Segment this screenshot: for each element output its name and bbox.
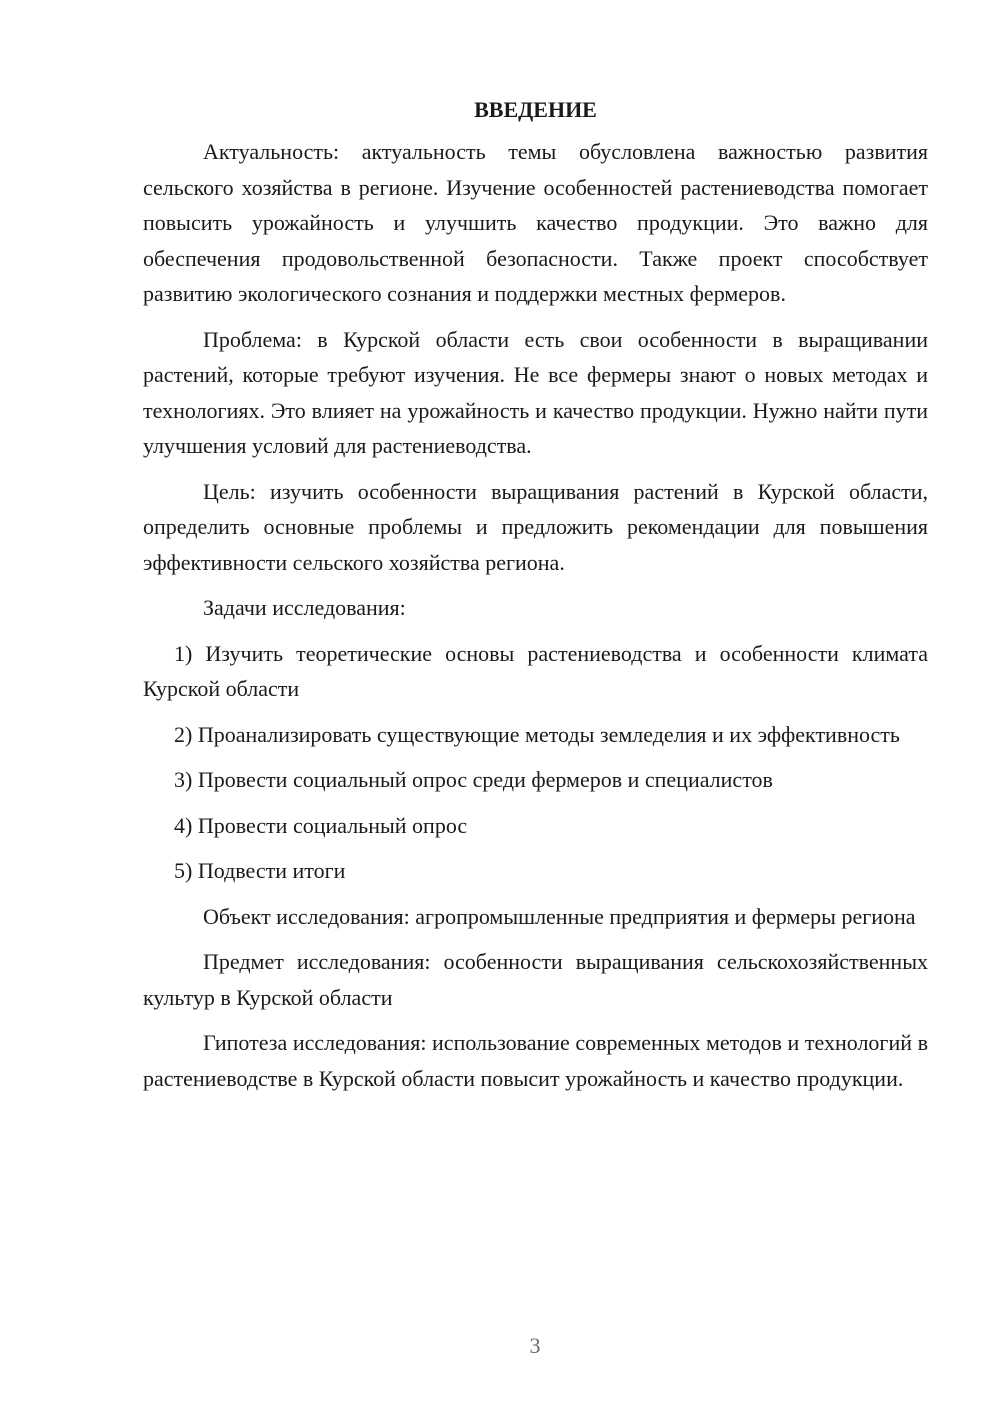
task-item-4: 4) Провести социальный опрос xyxy=(174,812,468,838)
object-paragraph: Объект исследования: агропромышленные предприятия и фермеры региона xyxy=(203,903,916,929)
hypothesis-paragraph: Гипотеза исследования: использование современных методов и технологий в растениеводстве в Курской области повысит урожайность и качество продукции. xyxy=(143,1030,928,1091)
task-item-5: 5) Подвести итоги xyxy=(174,858,346,883)
page-number: 3 xyxy=(529,1333,541,1358)
goal-paragraph: Цель: изучить особенности выращивания растений в Курской области, определить основные проблемы и предложить рекомендации для повышения эффективности сельского хозяйства региона. xyxy=(143,478,928,575)
document-title: ВВЕДЕНИЕ xyxy=(474,97,597,122)
problem-paragraph: Проблема: в Курской области есть свои особенности в выращивании растений, которые требуют изучения. Не все фермеры знают о новых методах и технологиях. Это влияет на урожайность и качество продукции. Нужно найти пути улучшения условий для растениеводства. xyxy=(143,326,928,458)
tasks-heading: Задачи исследования: xyxy=(203,595,406,620)
relevance-paragraph: Актуальность: актуальность темы обусловлена важностью развития сельского хозяйства в регионе. Изучение особенностей растениеводства помогает повысить урожайность и улучшить качество продукции. Это важно для обеспечения продовольственной безопасности. Также проект способствует развитию экологического сознания и поддержки местных фермеров. xyxy=(143,139,928,306)
task-item-3: 3) Провести социальный опрос среди фермеров и специалистов xyxy=(174,767,773,792)
task-item-1: 1) Изучить теоретические основы растениеводства и особенности климата Курской области xyxy=(143,640,928,701)
subject-paragraph: Предмет исследования: особенности выращивания сельскохозяйственных культур в Курской области xyxy=(143,949,928,1010)
task-item-2: 2) Проанализировать существующие методы земледелия и их эффективность xyxy=(174,721,900,747)
document-page xyxy=(143,94,928,1106)
